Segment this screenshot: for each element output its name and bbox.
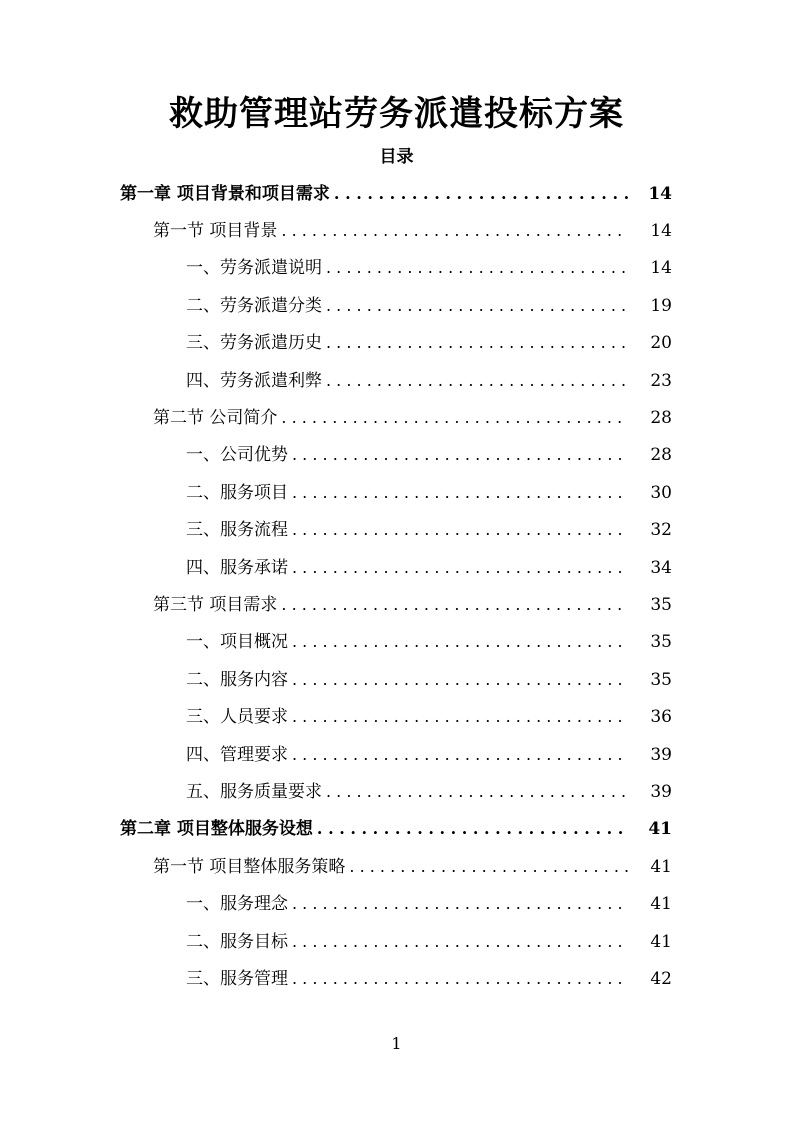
toc-entry[interactable] xyxy=(0,399,793,436)
toc-dot-leader xyxy=(281,594,628,616)
toc-dot-leader xyxy=(292,482,628,504)
document-title: 救助管理站劳务派遣投标方案 xyxy=(169,94,624,134)
toc-entry[interactable] xyxy=(0,287,793,324)
toc-entry-page: 39 xyxy=(650,781,672,802)
toc-entry-page: 30 xyxy=(650,482,672,503)
toc-entry-page: 23 xyxy=(650,370,672,391)
toc-entry-page: 36 xyxy=(650,707,672,728)
toc-dot-leader xyxy=(281,407,628,429)
toc-entry-page: 41 xyxy=(650,931,672,952)
toc-entry[interactable] xyxy=(0,512,793,549)
toc-entry[interactable] xyxy=(0,586,793,623)
toc-entry-label[interactable]: 三、人员要求 xyxy=(186,707,288,728)
toc-entry[interactable] xyxy=(0,549,793,586)
toc-entry[interactable] xyxy=(0,624,793,661)
toc-entry-label[interactable]: 一、服务理念 xyxy=(186,894,288,915)
toc-dot-leader xyxy=(317,818,628,840)
toc-entry-label[interactable]: 二、服务项目 xyxy=(186,482,288,503)
toc-entry[interactable] xyxy=(0,923,793,960)
toc-entry[interactable] xyxy=(0,698,793,735)
toc-entry[interactable] xyxy=(0,437,793,474)
toc-entry[interactable] xyxy=(0,848,793,885)
toc-dot-leader xyxy=(281,220,628,242)
toc-entry-page: 34 xyxy=(650,557,672,578)
toc-entry-label[interactable]: 二、服务目标 xyxy=(186,931,288,952)
toc-dot-leader xyxy=(326,257,628,279)
toc-entry[interactable] xyxy=(0,325,793,362)
toc-dot-leader xyxy=(326,781,628,803)
toc-entry-page: 14 xyxy=(648,183,672,204)
toc-entry-label[interactable]: 第一节 项目背景 xyxy=(153,221,278,242)
table-of-contents xyxy=(0,175,793,998)
toc-entry-label[interactable]: 三、服务管理 xyxy=(186,968,288,989)
toc-entry[interactable] xyxy=(0,885,793,922)
toc-entry[interactable] xyxy=(0,960,793,997)
toc-entry-label[interactable]: 五、服务质量要求 xyxy=(186,781,322,802)
toc-entry-label[interactable]: 四、管理要求 xyxy=(186,744,288,765)
toc-dot-leader xyxy=(292,669,628,691)
toc-entry-page: 14 xyxy=(650,258,672,279)
toc-entry[interactable] xyxy=(0,736,793,773)
toc-entry-page: 28 xyxy=(650,408,672,429)
toc-entry-label[interactable]: 第二节 公司简介 xyxy=(153,408,278,429)
toc-entry-label[interactable]: 三、劳务派遣历史 xyxy=(186,333,322,354)
toc-dot-leader xyxy=(292,931,628,953)
toc-entry[interactable] xyxy=(0,474,793,511)
toc-entry-label[interactable]: 第一节 项目整体服务策略 xyxy=(153,856,346,877)
toc-entry-page: 19 xyxy=(650,295,672,316)
toc-entry[interactable] xyxy=(0,773,793,810)
page-number: 1 xyxy=(391,1034,402,1053)
toc-entry[interactable] xyxy=(0,175,793,212)
toc-entry-label[interactable]: 一、劳务派遣说明 xyxy=(186,258,322,279)
toc-entry-label[interactable]: 一、公司优势 xyxy=(186,445,288,466)
toc-entry-page: 28 xyxy=(650,445,672,466)
toc-entry-label[interactable]: 第三节 项目需求 xyxy=(153,594,278,615)
toc-entry-page: 14 xyxy=(650,221,672,242)
toc-entry[interactable] xyxy=(0,661,793,698)
toc-dot-leader xyxy=(326,332,628,354)
toc-dot-leader xyxy=(292,631,628,653)
toc-entry-page: 35 xyxy=(650,632,672,653)
toc-dot-leader xyxy=(292,444,628,466)
toc-entry-label[interactable]: 二、劳务派遣分类 xyxy=(186,295,322,316)
toc-entry-label[interactable]: 四、劳务派遣利弊 xyxy=(186,370,322,391)
toc-entry-page: 20 xyxy=(650,333,672,354)
toc-dot-leader xyxy=(334,183,628,205)
toc-entry-page: 41 xyxy=(650,856,672,877)
toc-dot-leader xyxy=(326,370,628,392)
toc-entry-page: 42 xyxy=(650,968,672,989)
toc-entry-page: 39 xyxy=(650,744,672,765)
toc-entry[interactable] xyxy=(0,250,793,287)
toc-entry[interactable] xyxy=(0,811,793,848)
toc-entry[interactable] xyxy=(0,212,793,249)
toc-dot-leader xyxy=(292,706,628,728)
toc-entry-label[interactable]: 三、服务流程 xyxy=(186,520,288,541)
toc-heading: 目录 xyxy=(379,147,414,167)
toc-entry[interactable] xyxy=(0,362,793,399)
toc-entry-label[interactable]: 一、项目概况 xyxy=(186,632,288,653)
toc-entry-page: 41 xyxy=(648,819,672,840)
toc-dot-leader xyxy=(326,295,628,317)
toc-entry-label[interactable]: 第一章 项目背景和项目需求 xyxy=(120,183,330,204)
toc-entry-label[interactable]: 二、服务内容 xyxy=(186,669,288,690)
toc-dot-leader xyxy=(349,856,628,878)
toc-dot-leader xyxy=(292,968,628,990)
toc-entry-page: 41 xyxy=(650,894,672,915)
toc-entry-label[interactable]: 第二章 项目整体服务设想 xyxy=(120,819,313,840)
toc-entry-page: 32 xyxy=(650,520,672,541)
toc-entry-label[interactable]: 四、服务承诺 xyxy=(186,557,288,578)
toc-dot-leader xyxy=(292,519,628,541)
toc-dot-leader xyxy=(292,744,628,766)
toc-dot-leader xyxy=(292,893,628,915)
toc-entry-page: 35 xyxy=(650,669,672,690)
toc-entry-page: 35 xyxy=(650,594,672,615)
toc-dot-leader xyxy=(292,557,628,579)
